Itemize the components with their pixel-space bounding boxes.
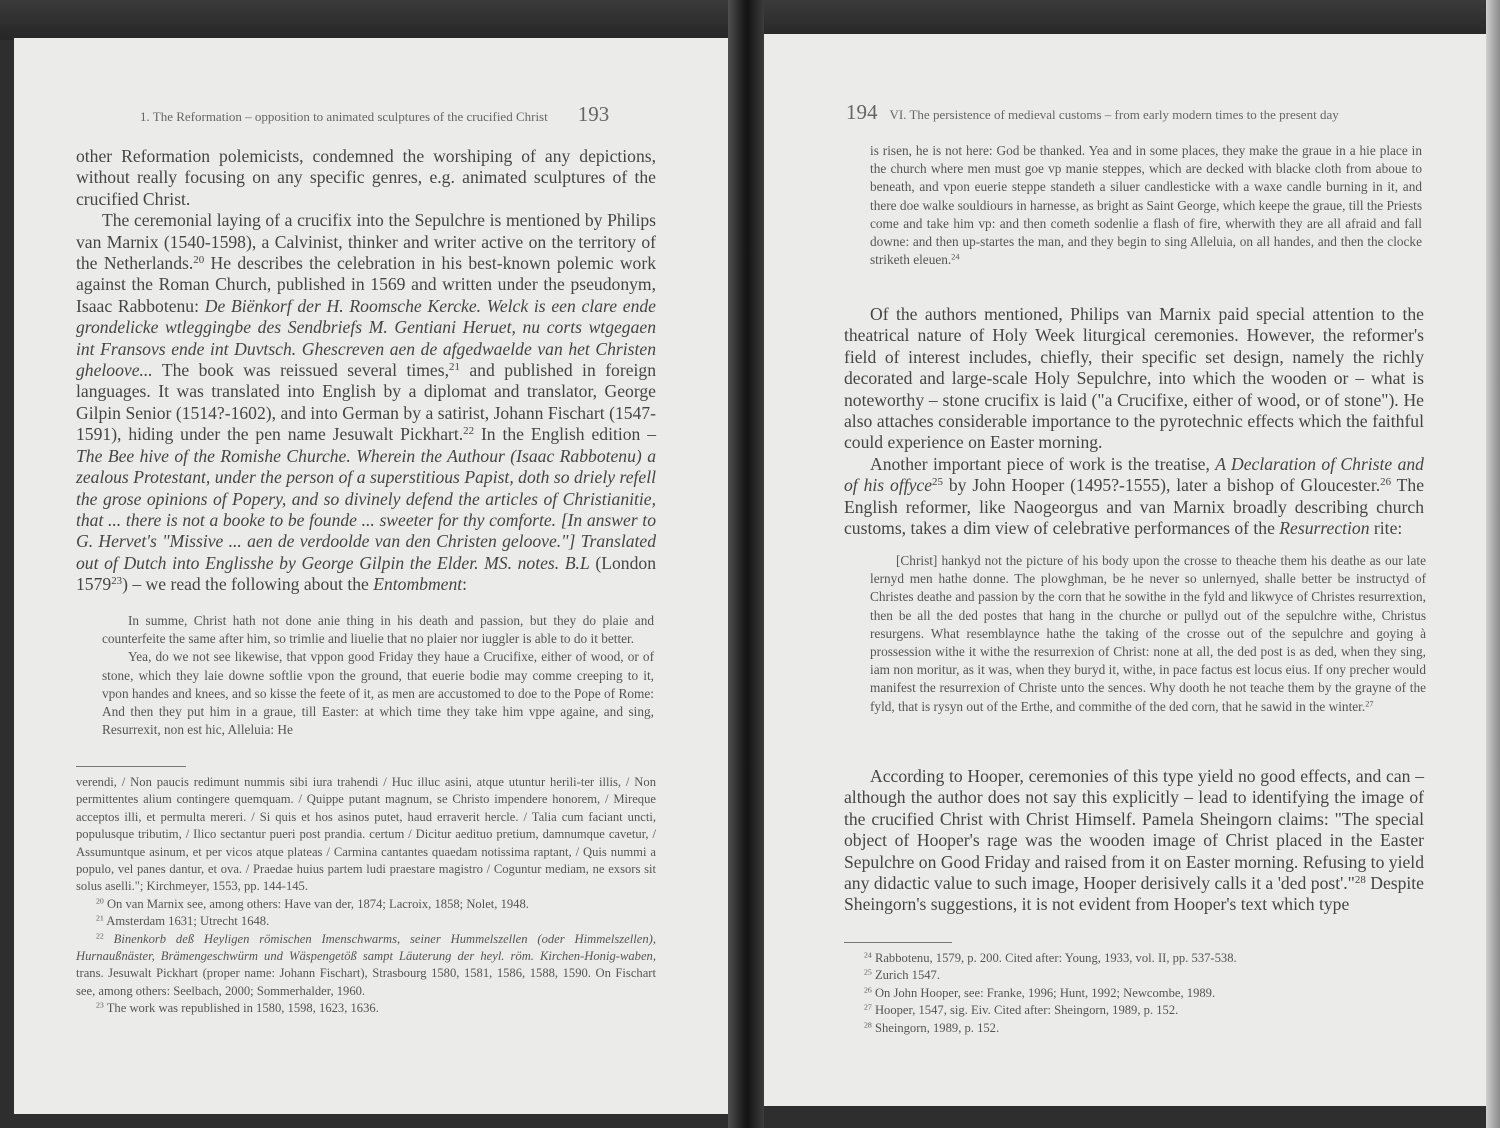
footnote-number: 22 xyxy=(96,931,104,941)
footnote-text: The work was republished in 1580, 1598, 1623, 1636. xyxy=(103,1001,379,1016)
footnote-text: On van Marnix see, among others: Have van der, 1874; Lacroix, 1858; Nolet, 1948. xyxy=(103,896,529,911)
footnote-ref-23: 23 xyxy=(111,575,123,588)
footnote-26 xyxy=(844,985,1424,1002)
text-run: and published in foreign languages. It was translated into English by a diplomat and translator, George Gilpin Senior (1514?-1602), and into German by a satirist, Johann Fischart (1547-1591), hiding under the pen name Jesuwalt Pickhart. xyxy=(76,360,657,445)
right-body-lower xyxy=(844,766,1424,916)
footnote-text: On John Hooper, see: Franke, 1996; Hunt, 1992; Newcombe, 1989. xyxy=(871,985,1216,1000)
footnote-text: Hooper, 1547, sig. Eiv. Cited after: Sheingorn, 1989, p. 152. xyxy=(871,1003,1179,1018)
hooper-quote xyxy=(870,552,1426,716)
footnote-ref-27: 27 xyxy=(1365,699,1374,709)
text-run: by John Hooper (1495?-1555), later a bishop of Gloucester. xyxy=(942,475,1381,496)
text-run: He describes the celebration in his best-known polemic work against the Roman Church, published in 1569 and written under the pseudonym, Isaac Rabbotenu: xyxy=(76,253,656,316)
italic-title-dutch: De Biënkorf der H. Roomsche Kercke. Welck is een clare ende grondelicke wtleggingbe des Sendbriefs M. Gentiani Heruet, nu corts wtgegaen int Fransovs ende int Duvtsch. Ghescreven aen de afgedwaelde van het Christen gheloove... xyxy=(76,295,656,381)
left-body xyxy=(76,146,656,596)
footnote-rule xyxy=(76,766,186,767)
footnote-number: 20 xyxy=(96,896,104,906)
footnote-24 xyxy=(844,950,1424,967)
book-gutter xyxy=(728,0,764,1128)
footnote-continuation: verendi, / Non paucis redimunt nummis sibi iura trahendi / Huc illuc asini, atque utuntur herili-ter illis, / Non permittentes alium contingere quemquam. / Quippe putant magnum, se Christo impendere honorem, / Mireque acceptos illi, et permulta mereri. / Si quis et hos asinos putet, haud erraverit hercle. / Talia cum faciant uncti, populusque tributim, / Ilico sectantur pueri post prandia. certum / Dicitur aedituo pretium, damnumque cavetur, / Assumuntque asinum, et per vicos atque plateas / Carmina cantantes quaedam notissima raptant, / Quis nummi a populo, vel panes dantur, et ova. / Praedae huius partem ludi praestare magistro / Coguntur mediam, ne exsors sit solus aselli."; Kirchmeyer, 1553, pp. 144-145. xyxy=(76,775,656,894)
footnote-28 xyxy=(844,1020,1424,1037)
left-page-number: 193 xyxy=(577,102,610,126)
quote-continuation xyxy=(870,142,1422,269)
footnote-text: Zurich 1547. xyxy=(871,968,940,983)
left-footnotes xyxy=(76,774,656,1018)
right-paragraph-3 xyxy=(844,766,1424,916)
right-running-head-text: VI. The persistence of medieval customs – from early modern times to the present day xyxy=(889,107,1339,122)
right-running-head xyxy=(846,100,1339,125)
left-block-quote xyxy=(102,612,654,739)
scan-right-edge xyxy=(1486,0,1500,1128)
italic-title-english: The Bee hive of the Romishe Churche. Wherein the Authour (Isaac Rabbotenu) a zealous Protestant, under the person of a superstitious Papist, doth so driely refell the grose opinions of Popery, and so divinely defend the articles of Christianitie, that ... there is not a booke to be founde ... sweeter for thy comforte. [In answer to G. Hervet's "Missive ... aen de verdoolde van den Christen geloove."] Translated out of Dutch into Englisshe by George Gilpin the Elder. MS. notes. B.L xyxy=(76,445,656,573)
footnote-ref-20: 20 xyxy=(193,254,205,267)
text-run: In the English edition – xyxy=(474,424,656,445)
footnote-25 xyxy=(844,967,1424,984)
quote-text: is risen, he is not here: God be thanked. Yea and in some places, they make the graue in a hie place in the church where men must goe vp manie steppes, which are decked with blacke cloth from aboue to beneath, and vpon euerie steppe standeth a siluer candlesticke with a waxe candle burning in it, and there doe walke souldiours in harnesse, as bright as Saint George, which keepe the graue, till the Priests come and take him vp: and then cometh sodenlie a flash of fire, wherwith they are all afraid and fall downe: and then up-startes the man, and they begin to sing Alleluia, on all handes, and then the clocke striketh eleuen. xyxy=(870,143,1422,268)
footnote-ref-21: 21 xyxy=(448,361,460,374)
right-top-quote xyxy=(870,142,1422,269)
footnote-text: Rabbotenu, 1579, p. 200. Cited after: Young, 1933, vol. II, pp. 537-538. xyxy=(871,951,1237,965)
footnote-20 xyxy=(76,896,656,913)
footnote-ref-25: 25 xyxy=(932,476,943,489)
footnote-text: Sheingorn, 1989, p. 152. xyxy=(871,1020,1000,1035)
quote-paragraph-1: In summe, Christ hath not done anie thing in his death and passion, but they do plaie and counterfeite the same after him, so trimlie and liuelie that no plaier nor iuggler is able to do it better. xyxy=(102,613,654,647)
text-run: : xyxy=(462,574,468,595)
footnote-number: 24 xyxy=(864,950,872,960)
quote-paragraph-2: Yea, do we not see likewise, that vppon good Friday they haue a Crucifixe, either of wood, or of stone, which they laie downe softlie vpon the ground, that euerie bodie may comme creeping to it, vpon handes and knees, and so kisse the feete of it, as men are accustomed to doe to the Pope of Rome: And then they put him in a graue, till Easter: at which time they take him vppe againe, and sing, Resurrexit, non est hic, Alleluia: He xyxy=(102,649,654,738)
left-paragraph-1: other Reformation polemicists, condemned the worshiping of any depictions, without really focusing on any specific genres, e.g. animated sculptures of the crucified Christ. xyxy=(76,146,656,209)
footnote-text: Amsterdam 1631; Utrecht 1648. xyxy=(103,914,270,929)
left-paragraph-2 xyxy=(76,210,656,595)
footnote-ref-24: 24 xyxy=(951,252,960,262)
right-paragraph-2 xyxy=(844,454,1424,540)
footnote-number: 21 xyxy=(96,913,104,923)
footnote-22 xyxy=(76,931,656,1001)
footnote-number: 26 xyxy=(864,985,872,995)
left-running-head xyxy=(140,102,609,127)
text-run: Another important piece of work is the treatise, xyxy=(870,453,1216,474)
right-page-number: 194 xyxy=(846,100,878,124)
italic-entombment: Entombment xyxy=(373,574,463,595)
text-run: ) – we read the following about the xyxy=(122,574,374,595)
footnote-rule xyxy=(844,942,952,943)
text-run: Despite Sheingorn's suggestions, it is not evident from Hooper's text which type xyxy=(844,873,1424,915)
footnote-number: 28 xyxy=(864,1020,872,1030)
footnote-ref-28: 28 xyxy=(1354,874,1366,887)
footnote-23 xyxy=(76,1000,656,1017)
footnote-number: 23 xyxy=(96,1001,104,1010)
right-block-quote xyxy=(870,552,1426,716)
footnote-ref-22: 22 xyxy=(463,425,475,438)
footnote-27 xyxy=(844,1002,1424,1019)
footnote-italic-title: Binenkorb deß Heyligen römischen Imenschwarms, seiner Hummelszellen (oder Himmelszellen), Hurnaußnäster, Brämengeschwürm und Wäspengetöß sampt Läuterung der heyl. röm. Kirchen-Honig-waben, xyxy=(76,931,656,964)
footnote-text: trans. Jesuwalt Pickhart (proper name: Johann Fischart), Strasbourg 1580, 1581, 1586, 1588, 1590. On Fischart see, among others: Seelbach, 2000; Sommerhalder, 1960. xyxy=(76,966,656,998)
text-run: The English reformer, like Naogeorgus and van Marnix broadly describing church customs, takes a dim view of celebrative performances of the xyxy=(844,475,1425,539)
footnote-21 xyxy=(76,913,656,930)
italic-title-declaration: A Declaration of Christe and of his offyce xyxy=(844,453,1424,496)
text-run: (London 1579 xyxy=(76,552,656,595)
footnote-ref-26: 26 xyxy=(1380,476,1392,489)
right-paragraph-1: Of the authors mentioned, Philips van Marnix paid special attention to the theatrical nature of Holy Week liturgical ceremonies. However, the reformer's field of interest includes, chiefly, their specific set design, namely the richly decorated and large-scale Holy Sepulchre, into which the wooden or – what is noteworthy – stone crucifix is laid ("a Crucifixe, either of wood, or of stone"). He also attaches considerable importance to the pyrotechnic effects which the faithful could experience on Easter morning. xyxy=(844,304,1424,453)
quote-text: [Christ] hankyd not the picture of his body upon the crosse to theache them his deathe as our late lernyd men hathe donne. The plowghman, be he never so unlernyed, shalle better be instructyd of Christes deathe and passion by the corn that he sowithe in the fyld and likwyce of Christes resurrextion, then be all the ded postes that hang in the churche or pullyd out of the sepulchre withe, Christus resurgens. What resemblaynce hathe the taking of the crosse out of the sepulchre and goying à prossession withe it withe the resurrexion of Christ: none at all, the ded post is as ded, when they sing, iam non moritur, as it was, when they buryd it, withe, in pace factus est locus eius. If ony precher would manifest the resurrexion of Christe unto the sences. Why dooth he not teache them by the grayne of the fyld, that is rysyn out of the Erthe, and commithe of the ded corn, that he sawid in the winter. xyxy=(870,553,1426,714)
text-run: According to Hooper, ceremonies of this type yield no good effects, and can – although the author does not say this explicitly – lead to identifying the image of the crucified Christ with Christ Himself. Pamela Sheingorn claims: "The special object of Hooper's rage was the wooden image of Christ placed in the Easter Sepulchre on Good Friday and raised from it on Easter morning. Refusing to yield any didactic value to such image, Hooper derisively calls it a 'ded post'." xyxy=(844,766,1424,894)
right-page xyxy=(764,34,1486,1106)
left-running-head-text: 1. The Reformation – opposition to animated sculptures of the crucified Christ xyxy=(140,109,548,124)
footnote-number: 27 xyxy=(864,1002,872,1012)
text-run: rite: xyxy=(1369,518,1403,539)
right-footnotes xyxy=(844,950,1424,1037)
text-run: The ceremonial laying of a crucifix into the Sepulchre is mentioned by Philips van Marnix (1540-1598), a Calvinist, thinker and writer active on the territory of the Netherlands. xyxy=(76,210,656,274)
italic-resurrection: Resurrection xyxy=(1279,518,1370,539)
right-body-upper xyxy=(844,304,1424,539)
footnote-number: 25 xyxy=(864,968,872,978)
left-page xyxy=(14,38,728,1114)
text-run: The book was reissued several times, xyxy=(152,360,449,381)
